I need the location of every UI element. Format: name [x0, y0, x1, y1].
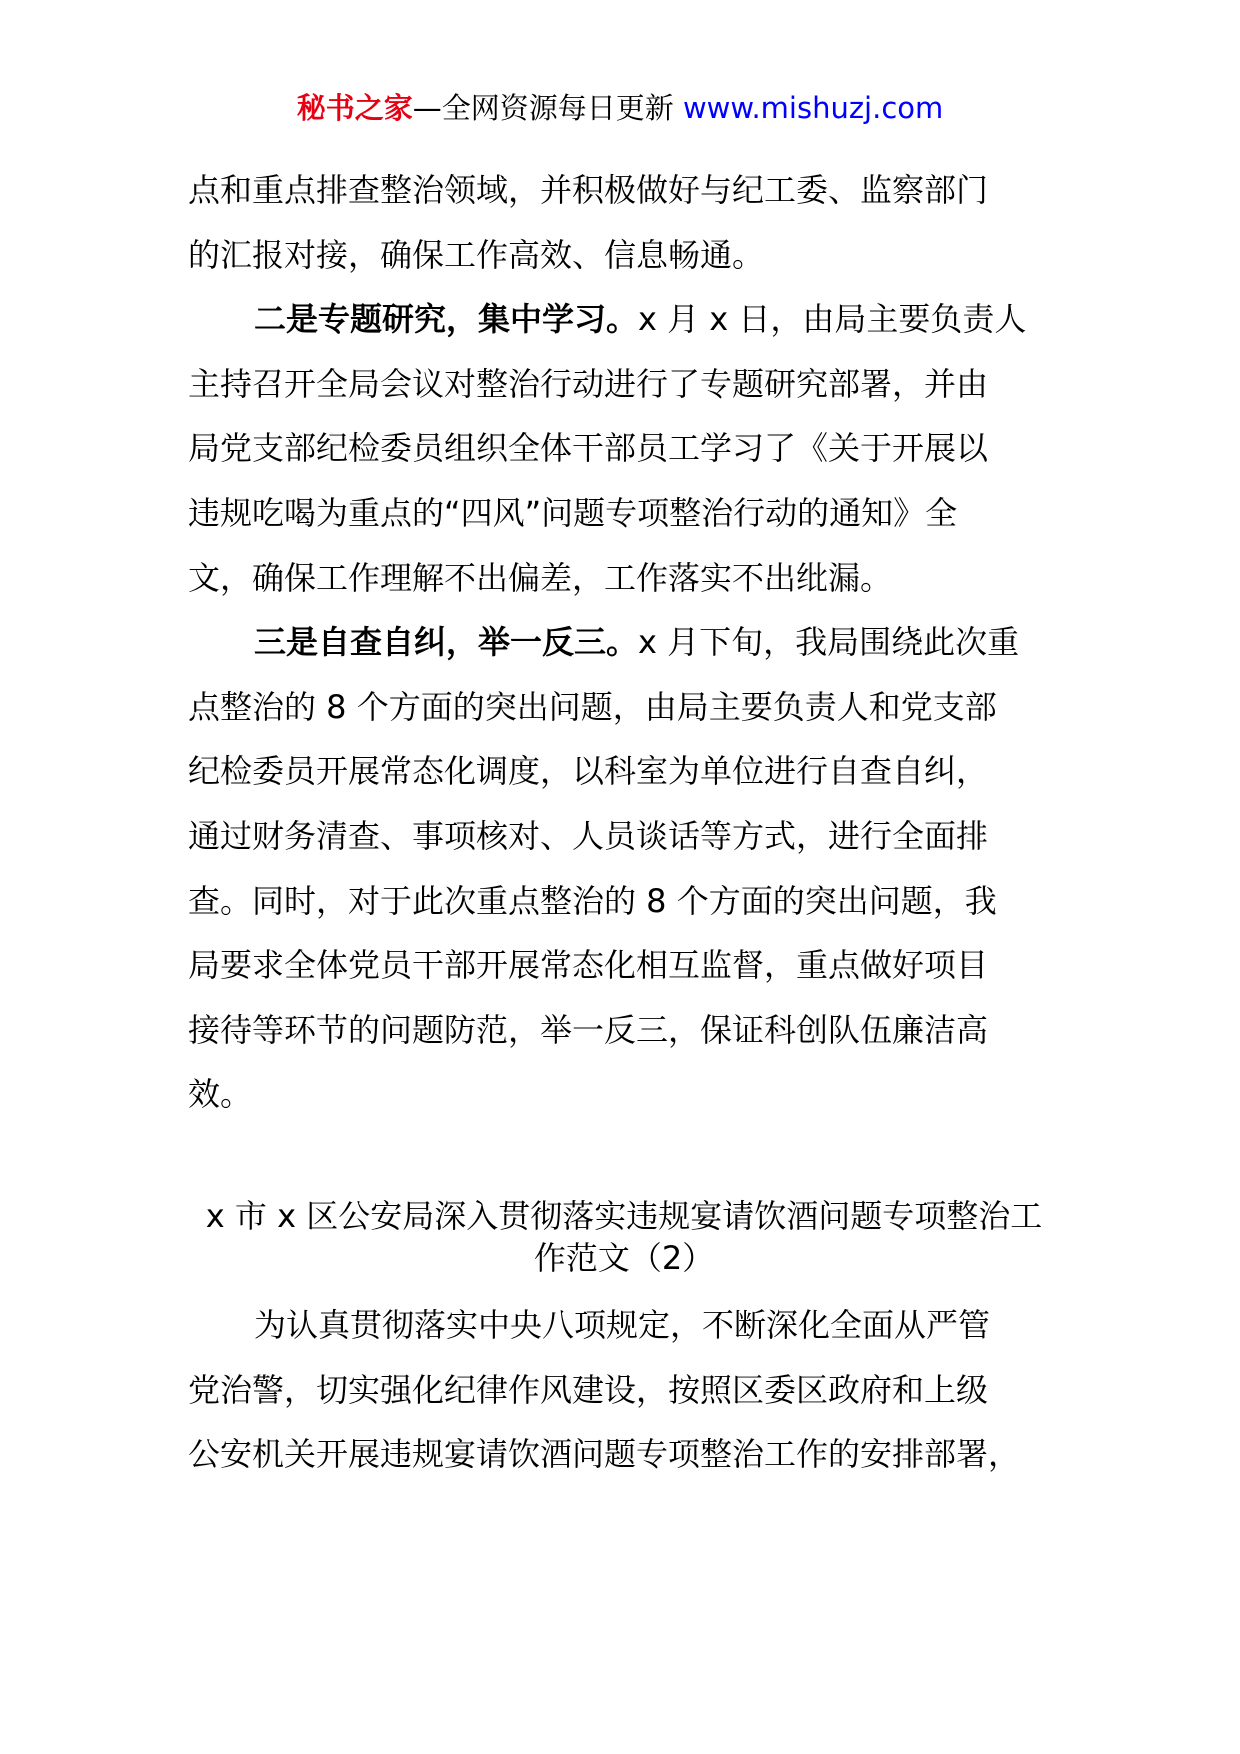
text-line: 党治警，切实强化纪律作风建设，按照区委区政府和上级	[188, 1370, 989, 1409]
article-2-title-line-1: x 市 x 区公安局深入贯彻落实违规宴请饮酒问题专项整治工	[205, 1196, 1043, 1235]
section-2	[188, 287, 1060, 610]
article-2-title-line-2: 作范文（2）	[533, 1238, 715, 1277]
header-url-link[interactable]: www.mishuzj.com	[682, 91, 944, 125]
section-2-heading: 二是专题研究，集中学习。	[254, 300, 639, 339]
text-line: 通过财务清查、事项核对、人员谈话等方式，进行全面排	[188, 816, 989, 855]
text-line: 局党支部纪检委员组织全体干部员工学习了《关于开展以	[188, 429, 989, 468]
text-line: 接待等环节的问题防范，举一反三，保证科创队伍廉洁高	[188, 1010, 989, 1049]
text-line: 局要求全体党员干部开展常态化相互监督，重点做好项目	[188, 946, 989, 985]
article-2-title	[188, 1195, 1060, 1279]
paragraph-first-line	[188, 610, 1060, 675]
text-line: 的汇报对接，确保工作高效、信息畅通。	[188, 235, 765, 274]
section-1	[188, 158, 1060, 287]
page-header	[0, 86, 1240, 130]
section-spacer	[188, 1127, 1060, 1191]
header-tagline: —全网资源每日更新	[412, 91, 683, 125]
paragraph-first-line	[188, 287, 1060, 352]
text-line: 公安机关开展违规宴请饮酒问题专项整治工作的安排部署，	[188, 1435, 1021, 1474]
text-line: 效。	[188, 1075, 253, 1114]
header-brand: 秘书之家	[296, 91, 413, 125]
section-3-heading: 三是自查自纠，举一反三。	[254, 623, 639, 662]
text-line: 违规吃喝为重点的“四风”问题专项整治行动的通知》全	[188, 493, 958, 532]
text-line: 文，确保工作理解不出偏差，工作落实不出纰漏。	[188, 558, 893, 597]
document-body	[188, 158, 1060, 1487]
text-run: x 月下旬，我局围绕此次重	[638, 623, 1020, 662]
text-line: 点和重点排查整治领域，并积极做好与纪工委、监察部门	[188, 171, 989, 209]
article-2-body	[188, 1293, 1060, 1487]
text-line: 主持召开全局会议对整治行动进行了专题研究部署，并由	[188, 364, 989, 403]
text-line: 点整治的 8 个方面的突出问题，由局主要负责人和党支部	[188, 687, 997, 726]
text-line: 为认真贯彻落实中央八项规定，不断深化全面从严管	[254, 1305, 991, 1344]
text-run: x 月 x 日，由局主要负责人	[638, 300, 1027, 339]
section-3	[188, 610, 1060, 1127]
text-line: 纪检委员开展常态化调度，以科室为单位进行自查自纠，	[188, 752, 989, 791]
text-line: 查。同时，对于此次重点整治的 8 个方面的突出问题，我	[188, 881, 997, 920]
